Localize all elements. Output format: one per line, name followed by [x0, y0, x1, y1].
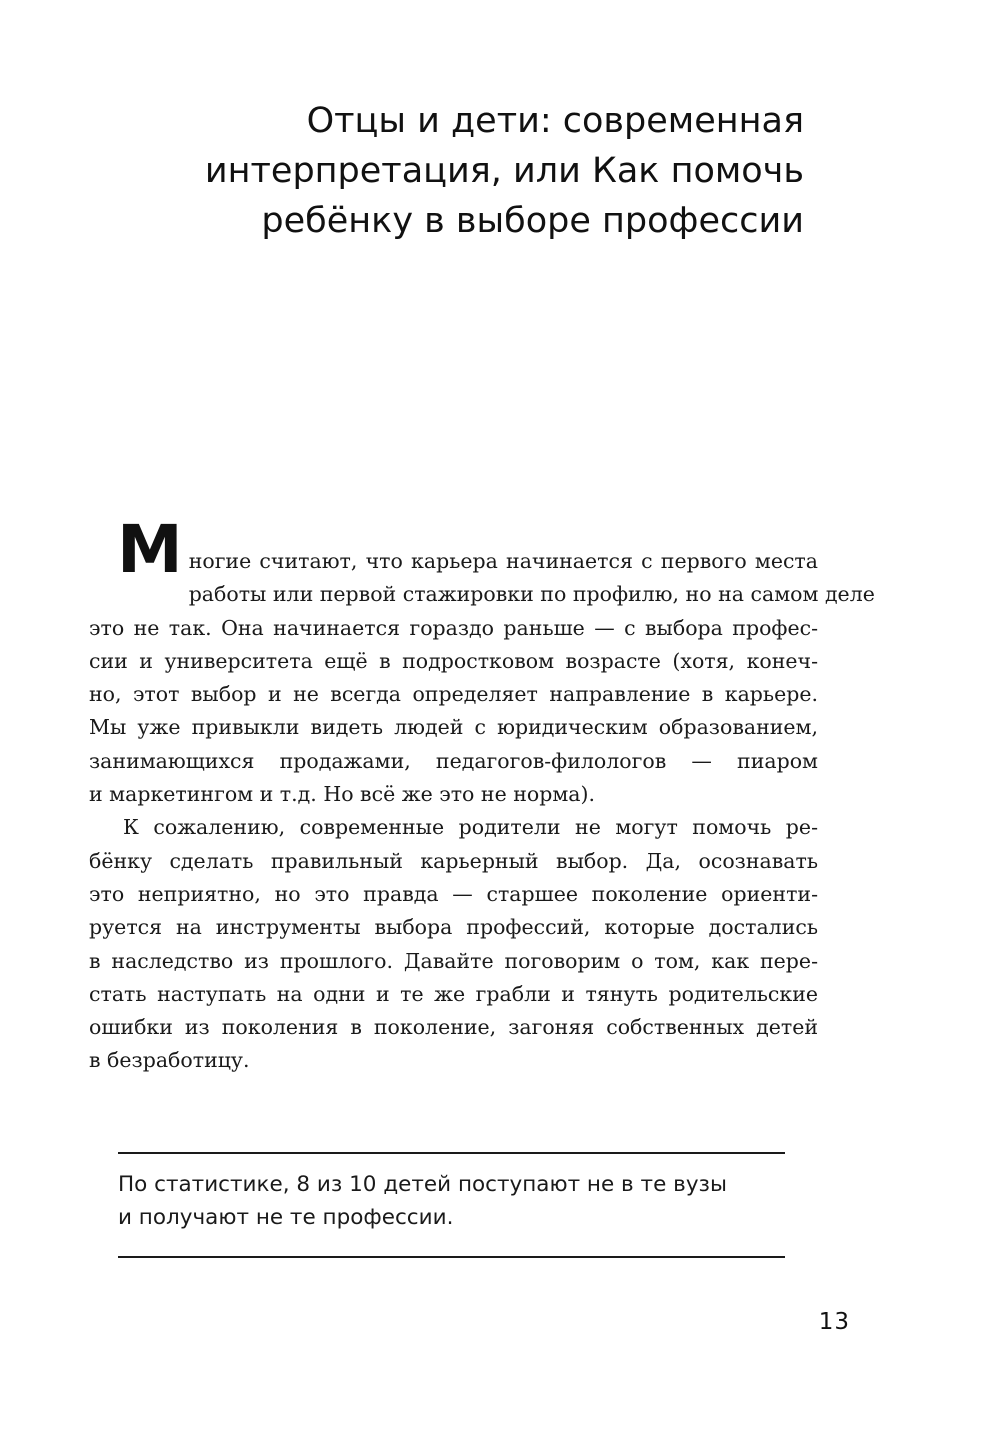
chapter-title-line: ребёнку в выборе профессии: [261, 201, 804, 241]
drop-cap: М: [117, 511, 183, 588]
paragraph-2: [89, 811, 818, 1077]
paragraph-line: в безработицу.: [89, 1048, 250, 1073]
callout-line: и получают не те профессии.: [118, 1205, 454, 1230]
chapter-title: [164, 96, 804, 246]
paragraph-line: сии и университета ещё в подростковом возрасте (хотя, конеч-: [89, 648, 818, 673]
paragraph-1: [89, 511, 875, 811]
paragraph-line: стать наступать на одни и те же грабли и тянуть родительские: [89, 981, 818, 1006]
chapter-title-line: Отцы и дети: современная: [306, 101, 804, 141]
paragraph-line: это неприятно, но это правда — старшее поколение ориенти-: [89, 881, 818, 906]
paragraph-line: и маркетингом и т.д. Но всё же это не норма).: [89, 782, 596, 807]
body-text: [89, 511, 875, 1078]
page-number: 13: [818, 1309, 850, 1335]
paragraph-line: занимающихся продажами, педагогов-филологов — пиаром: [89, 748, 818, 773]
chapter-title-line: интерпретация, или Как помочь: [204, 151, 804, 191]
paragraph-line: ошибки из поколения в поколение, загоняя собственных детей: [89, 1015, 818, 1040]
statistic-callout: [118, 1152, 785, 1258]
paragraph-line: ногие считают, что карьера начинается с первого места: [188, 549, 818, 573]
paragraph-line: в наследство из прошлого. Давайте поговорим о том, как пере-: [89, 948, 818, 973]
paragraph-line: но, этот выбор и не всегда определяет направление в карьере.: [89, 682, 818, 707]
paragraph-line: Мы уже привыкли видеть людей с юридическим образованием,: [89, 715, 818, 740]
paragraph-line: руется на инструменты выбора профессий, которые достались: [89, 915, 818, 940]
callout-line: По статистике, 8 из 10 детей поступают не в те вузы: [118, 1172, 727, 1197]
paragraph-line: работы или первой стажировки по профилю, но на самом деле: [188, 582, 875, 607]
paragraph-line: это не так. Она начинается гораздо раньше — с выбора профес-: [89, 615, 818, 640]
paragraph-line: бёнку сделать правильный карьерный выбор. Да, осознавать: [89, 848, 818, 873]
paragraph-line: К сожалению, современные родители не могут помочь ре-: [123, 815, 818, 840]
